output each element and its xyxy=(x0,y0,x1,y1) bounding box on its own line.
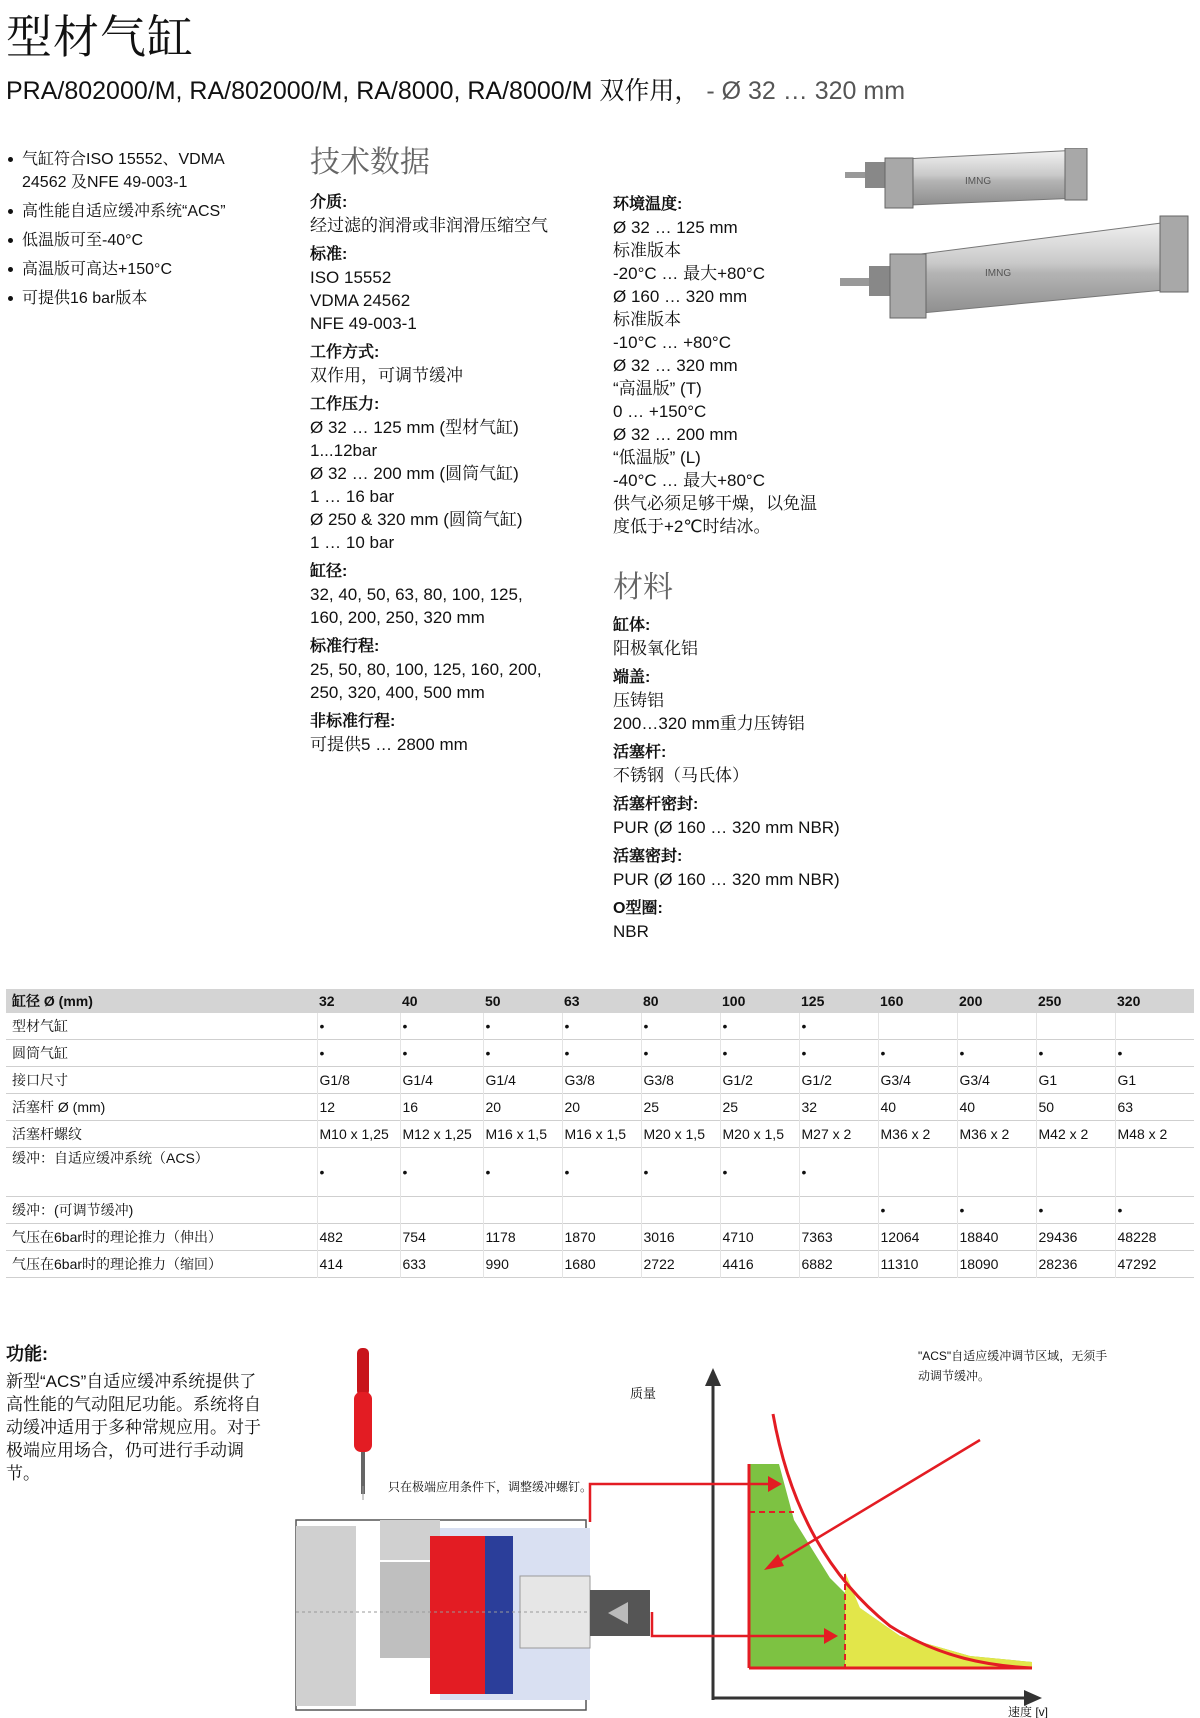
table-cell xyxy=(1036,1148,1115,1197)
table-cell: 11310 xyxy=(878,1251,957,1278)
dot-marker: • xyxy=(722,1045,728,1061)
table-cell: M20 x 1,5 xyxy=(641,1121,720,1148)
table-cell: M36 x 2 xyxy=(957,1121,1036,1148)
spec-value: 供气必须足够干燥，以免温 xyxy=(613,494,817,513)
table-body xyxy=(6,1013,1194,1278)
table-cell xyxy=(878,1013,957,1040)
dot-marker: • xyxy=(485,1018,491,1034)
table-cell xyxy=(720,1197,799,1224)
cylinder-top xyxy=(845,148,1087,208)
bore-column-header: 63 xyxy=(564,993,580,1009)
availability-dot xyxy=(878,1040,957,1067)
spec-value: 阳极氧化铝 xyxy=(613,639,698,658)
spec-value: 标准版本 xyxy=(613,241,681,260)
row-label: 活塞杆螺纹 xyxy=(12,1126,82,1142)
table-cell: 4416 xyxy=(720,1251,799,1278)
table-cell: G1/4 xyxy=(483,1067,562,1094)
spec-label: O型圈: xyxy=(613,900,663,917)
table-cell: 25 xyxy=(641,1094,720,1121)
table-cell: 40 xyxy=(957,1094,1036,1121)
row-label: 型材气缸 xyxy=(12,1018,68,1034)
spec-value: Ø 160 … 320 mm xyxy=(613,287,748,306)
table-cell: G3/4 xyxy=(957,1067,1036,1094)
feature-item: 高温版可高达+150°C xyxy=(6,258,251,281)
table-cell: G1/2 xyxy=(720,1067,799,1094)
spec-value: -10°C … +80°C xyxy=(613,333,732,352)
table-cell xyxy=(562,1197,641,1224)
dot-marker: • xyxy=(1117,1202,1123,1218)
table-cell: 20 xyxy=(483,1094,562,1121)
bore-column-header: 200 xyxy=(959,993,983,1009)
table-row xyxy=(6,1067,1194,1094)
table-cell: 754 xyxy=(400,1224,483,1251)
table-cell: 6882 xyxy=(799,1251,878,1278)
spec-label: 标准行程: xyxy=(310,638,380,655)
spec-value: 200…320 mm重力压铸铝 xyxy=(613,714,805,733)
availability-dot xyxy=(562,1148,641,1197)
spec-value: 可提供5 … 2800 mm xyxy=(310,735,468,754)
table-cell: 7363 xyxy=(799,1224,878,1251)
spec-item xyxy=(310,341,590,387)
table-cell: 16 xyxy=(400,1094,483,1121)
spec-value: PUR (Ø 160 … 320 mm NBR) xyxy=(613,818,840,837)
availability-dot xyxy=(562,1040,641,1067)
spec-item xyxy=(310,393,590,554)
table-cell: G1 xyxy=(1115,1067,1194,1094)
dot-marker: • xyxy=(319,1164,325,1180)
table-cell: M16 x 1,5 xyxy=(483,1121,562,1148)
dot-marker: • xyxy=(801,1045,807,1061)
spec-value: “高温版” (T) xyxy=(613,379,702,398)
dot-marker: • xyxy=(564,1045,570,1061)
dot-marker: • xyxy=(722,1164,728,1180)
bore-column-header: 100 xyxy=(722,993,746,1009)
spec-item xyxy=(310,710,590,756)
spec-value: 32, 40, 50, 63, 80, 100, 125, xyxy=(310,585,523,604)
row-label: 圆筒气缸 xyxy=(12,1045,68,1061)
table-cell: 12 xyxy=(317,1094,400,1121)
spec-item xyxy=(613,193,873,538)
availability-dot xyxy=(641,1040,720,1067)
table-cell xyxy=(1115,1148,1194,1197)
spec-value: 度低于+2℃时结冰。 xyxy=(613,517,771,536)
table-cell: G1/8 xyxy=(317,1067,400,1094)
model-list: PRA/802000/M, RA/802000/M, RA/8000, RA/8000/M 双作用， xyxy=(6,77,700,105)
table-cell: 48228 xyxy=(1115,1224,1194,1251)
row-label: 接口尺寸 xyxy=(12,1072,68,1088)
table-cell xyxy=(1036,1013,1115,1040)
availability-dot xyxy=(317,1148,400,1197)
availability-dot xyxy=(878,1197,957,1224)
dot-marker: • xyxy=(643,1018,649,1034)
availability-dot xyxy=(1036,1197,1115,1224)
dot-marker: • xyxy=(319,1018,325,1034)
spec-label: 环境温度: xyxy=(613,196,683,213)
table-cell: M10 x 1,25 xyxy=(317,1121,400,1148)
availability-dot xyxy=(799,1013,878,1040)
table-cell: G1 xyxy=(1036,1067,1115,1094)
table-header-label: 缸径 Ø (mm) xyxy=(12,993,93,1009)
materials-section xyxy=(613,570,893,949)
availability-dot xyxy=(957,1040,1036,1067)
screwdriver-icon xyxy=(354,1348,372,1494)
spec-value: -20°C … 最大+80°C xyxy=(613,264,766,283)
table-cell xyxy=(641,1197,720,1224)
tech-data-column-1 xyxy=(310,145,590,762)
availability-dot xyxy=(1115,1040,1194,1067)
dot-marker: • xyxy=(1117,1045,1123,1061)
table-cell xyxy=(317,1197,400,1224)
table-cell: 482 xyxy=(317,1224,400,1251)
bore-column-header: 250 xyxy=(1038,993,1062,1009)
spec-value: VDMA 24562 xyxy=(310,291,411,310)
table-row xyxy=(6,1251,1194,1278)
acs-diagram xyxy=(290,1340,1200,1718)
table-cell: M16 x 1,5 xyxy=(562,1121,641,1148)
dot-marker: • xyxy=(801,1164,807,1180)
table-cell: 47292 xyxy=(1115,1251,1194,1278)
dot-marker: • xyxy=(485,1045,491,1061)
feature-item: 气缸符合ISO 15552、VDMA 24562 及NFE 49-003-1 xyxy=(6,148,251,194)
table-cell: 12064 xyxy=(878,1224,957,1251)
table-cell: G1/2 xyxy=(799,1067,878,1094)
table-cell xyxy=(799,1197,878,1224)
availability-dot xyxy=(483,1040,562,1067)
spec-item xyxy=(310,243,590,335)
dot-marker: • xyxy=(880,1045,886,1061)
availability-dot xyxy=(400,1148,483,1197)
table-cell: 18090 xyxy=(957,1251,1036,1278)
availability-dot xyxy=(1036,1040,1115,1067)
table-cell: 63 xyxy=(1115,1094,1194,1121)
availability-dot xyxy=(641,1148,720,1197)
spec-value: 1 … 10 bar xyxy=(310,533,395,552)
feature-item: 高性能自适应缓冲系统“ACS” xyxy=(6,200,251,223)
dot-marker: • xyxy=(801,1018,807,1034)
brand-label: IMNG xyxy=(985,268,1012,279)
spec-label: 活塞密封: xyxy=(613,848,683,865)
table-row xyxy=(6,1224,1194,1251)
table-cell: M36 x 2 xyxy=(878,1121,957,1148)
spec-value: ISO 15552 xyxy=(310,268,392,287)
ycoordinate-axis xyxy=(630,1368,721,1700)
availability-dot xyxy=(799,1040,878,1067)
spec-value: 160, 200, 250, 320 mm xyxy=(310,608,485,627)
table-cell: M12 x 1,25 xyxy=(400,1121,483,1148)
table-cell: G3/8 xyxy=(562,1067,641,1094)
table-row xyxy=(6,1013,1194,1040)
table-cell: M27 x 2 xyxy=(799,1121,878,1148)
spec-label: 活塞杆: xyxy=(613,744,667,761)
table-row xyxy=(6,1148,1194,1197)
brand-label: IMNG xyxy=(965,176,992,187)
tech-data-heading: 技术数据 xyxy=(310,146,430,179)
product-image xyxy=(835,148,1195,348)
table-cell: 18840 xyxy=(957,1224,1036,1251)
table-cell: 3016 xyxy=(641,1224,720,1251)
table-cell xyxy=(878,1148,957,1197)
cylinder-cutaway xyxy=(296,1520,650,1710)
spec-label: 非标准行程: xyxy=(310,713,396,730)
function-title: 功能: xyxy=(6,1344,48,1364)
availability-dot xyxy=(562,1013,641,1040)
table-header-row xyxy=(6,989,1194,1013)
availability-dot xyxy=(400,1040,483,1067)
table-cell: 25 xyxy=(720,1094,799,1121)
spec-value: Ø 250 & 320 mm (圆筒气缸) xyxy=(310,510,523,529)
table-cell: 1178 xyxy=(483,1224,562,1251)
availability-dot xyxy=(317,1013,400,1040)
table-cell: 4710 xyxy=(720,1224,799,1251)
spec-value: 250, 320, 400, 500 mm xyxy=(310,683,485,702)
table-cell: 29436 xyxy=(1036,1224,1115,1251)
feature-item: 低温版可至-40°C xyxy=(6,229,251,252)
spec-value: 25, 50, 80, 100, 125, 160, 200, xyxy=(310,660,542,679)
bore-column-header: 160 xyxy=(880,993,904,1009)
bore-column-header: 40 xyxy=(402,993,418,1009)
availability-dot xyxy=(799,1148,878,1197)
table-cell: M42 x 2 xyxy=(1036,1121,1115,1148)
spec-item xyxy=(310,635,590,704)
availability-dot xyxy=(483,1013,562,1040)
table-cell: 414 xyxy=(317,1251,400,1278)
table-cell: 32 xyxy=(799,1094,878,1121)
dot-marker: • xyxy=(564,1164,570,1180)
table-cell: M48 x 2 xyxy=(1115,1121,1194,1148)
table-cell: 40 xyxy=(878,1094,957,1121)
specification-table xyxy=(6,989,1194,1278)
spec-value: Ø 32 … 320 mm xyxy=(613,356,738,375)
dot-marker: • xyxy=(319,1045,325,1061)
row-label: 缓冲：(可调节缓冲) xyxy=(12,1202,134,1218)
bore-range: - Ø 32 … 320 mm xyxy=(706,77,906,105)
manual-region xyxy=(845,1572,1032,1668)
spec-label: 缸体: xyxy=(613,617,651,634)
spec-value: Ø 32 … 125 mm xyxy=(613,218,738,237)
availability-dot xyxy=(317,1040,400,1067)
spec-label: 端盖: xyxy=(613,669,651,686)
availability-dot xyxy=(720,1040,799,1067)
spec-value: 双作用，可调节缓冲 xyxy=(310,366,463,385)
dot-marker: • xyxy=(643,1164,649,1180)
table-cell xyxy=(957,1013,1036,1040)
spec-label: 工作方式: xyxy=(310,344,380,361)
bore-column-header: 80 xyxy=(643,993,659,1009)
availability-dot xyxy=(483,1148,562,1197)
tech-data-list xyxy=(613,193,873,538)
feature-item: 可提供16 bar版本 xyxy=(6,287,251,310)
spec-label: 活塞杆密封: xyxy=(613,796,699,813)
dot-marker: • xyxy=(564,1018,570,1034)
spec-value: NBR xyxy=(613,922,649,941)
spec-item xyxy=(613,793,893,839)
tech-data-list xyxy=(310,191,590,756)
bore-column-header: 125 xyxy=(801,993,825,1009)
table-row xyxy=(6,1197,1194,1224)
spec-item xyxy=(613,741,893,787)
spec-value: 标准版本 xyxy=(613,310,681,329)
dot-marker: • xyxy=(402,1018,408,1034)
dot-marker: • xyxy=(402,1164,408,1180)
materials-list xyxy=(613,614,893,943)
spec-item xyxy=(613,666,893,735)
row-label: 活塞杆 Ø (mm) xyxy=(12,1099,106,1115)
table-cell: G3/4 xyxy=(878,1067,957,1094)
table-cell: 50 xyxy=(1036,1094,1115,1121)
spec-label: 工作压力: xyxy=(310,396,380,413)
table-row xyxy=(6,1040,1194,1067)
table-cell: 1680 xyxy=(562,1251,641,1278)
page-title: 型材气缸 xyxy=(6,11,194,63)
spec-value: Ø 32 … 125 mm (型材气缸) xyxy=(310,418,519,437)
table-cell xyxy=(957,1148,1036,1197)
spec-value: 0 … +150°C xyxy=(613,402,707,421)
dot-marker: • xyxy=(643,1045,649,1061)
dot-marker: • xyxy=(1038,1202,1044,1218)
dot-marker: • xyxy=(959,1045,965,1061)
table-cell: G1/4 xyxy=(400,1067,483,1094)
spec-value: 压铸铝 xyxy=(613,691,664,710)
table-cell: M20 x 1,5 xyxy=(720,1121,799,1148)
bore-column-header: 50 xyxy=(485,993,501,1009)
cylinder-bottom xyxy=(840,216,1188,318)
spec-value: NFE 49-003-1 xyxy=(310,314,417,333)
availability-dot xyxy=(720,1148,799,1197)
table-cell: 990 xyxy=(483,1251,562,1278)
availability-dot xyxy=(720,1013,799,1040)
dot-marker: • xyxy=(402,1045,408,1061)
materials-heading: 材料 xyxy=(613,571,673,604)
acs-note: 动调节缓冲。 xyxy=(918,1369,991,1383)
feature-list xyxy=(6,148,251,316)
dot-marker: • xyxy=(880,1202,886,1218)
spec-item xyxy=(613,897,893,943)
table-cell: 633 xyxy=(400,1251,483,1278)
spec-value: Ø 32 … 200 mm xyxy=(613,425,738,444)
spec-value: Ø 32 … 200 mm (圆筒气缸) xyxy=(310,464,519,483)
row-label: 气压在6bar时的理论推力（缩回） xyxy=(12,1256,223,1272)
dot-marker: • xyxy=(722,1018,728,1034)
table-cell xyxy=(1115,1013,1194,1040)
spec-item xyxy=(613,845,893,891)
spec-item xyxy=(613,614,893,660)
spec-value: 不锈钢（马氏体） xyxy=(613,766,749,785)
table-cell: 1870 xyxy=(562,1224,641,1251)
tech-data-column-2 xyxy=(613,193,873,544)
spec-value: -40°C … 最大+80°C xyxy=(613,471,766,490)
table-cell: G3/8 xyxy=(641,1067,720,1094)
x-axis-label: 速度 [v] xyxy=(1008,1705,1049,1718)
arrow-to-region xyxy=(590,1484,775,1522)
screw-note: 只在极端应用条件下，调整缓冲螺钉。 xyxy=(388,1480,593,1494)
dot-marker: • xyxy=(959,1202,965,1218)
xcoordinate-axis xyxy=(713,1690,1048,1718)
table-cell xyxy=(400,1197,483,1224)
table-cell: 2722 xyxy=(641,1251,720,1278)
availability-dot xyxy=(400,1013,483,1040)
table-cell: 28236 xyxy=(1036,1251,1115,1278)
bore-column-header: 320 xyxy=(1117,993,1141,1009)
availability-dot xyxy=(957,1197,1036,1224)
table-cell xyxy=(483,1197,562,1224)
spec-value: PUR (Ø 160 … 320 mm NBR) xyxy=(613,870,840,889)
spec-item xyxy=(310,191,590,237)
spec-item xyxy=(310,560,590,629)
table-row xyxy=(6,1121,1194,1148)
page-subtitle xyxy=(6,76,905,106)
dot-marker: • xyxy=(485,1164,491,1180)
spec-label: 缸径: xyxy=(310,563,348,580)
spec-value: “低温版” (L) xyxy=(613,448,701,467)
availability-dot xyxy=(641,1013,720,1040)
dot-marker: • xyxy=(1038,1045,1044,1061)
row-label: 气压在6bar时的理论推力（伸出） xyxy=(12,1229,223,1245)
y-axis-label: 质量 xyxy=(630,1386,657,1401)
bore-column-header: 32 xyxy=(319,993,335,1009)
spec-value: 1...12bar xyxy=(310,441,378,460)
table-row xyxy=(6,1094,1194,1121)
spec-value: 1 … 16 bar xyxy=(310,487,395,506)
acs-note: "ACS"自适应缓冲调节区域，无须手 xyxy=(918,1349,1108,1363)
row-label: 缓冲：自适应缓冲系统（ACS） xyxy=(12,1150,209,1166)
table-cell: 20 xyxy=(562,1094,641,1121)
spec-value: 经过滤的润滑或非润滑压缩空气 xyxy=(310,216,548,235)
spec-label: 标准: xyxy=(310,246,348,263)
spec-label: 介质: xyxy=(310,194,348,211)
availability-dot xyxy=(1115,1197,1194,1224)
function-description: 新型“ACS”自适应缓冲系统提供了高性能的气动阻尼功能。系统将自动缓冲适用于多种常规应用。对于极端应用场合，仍可进行手动调节。 xyxy=(6,1372,261,1483)
